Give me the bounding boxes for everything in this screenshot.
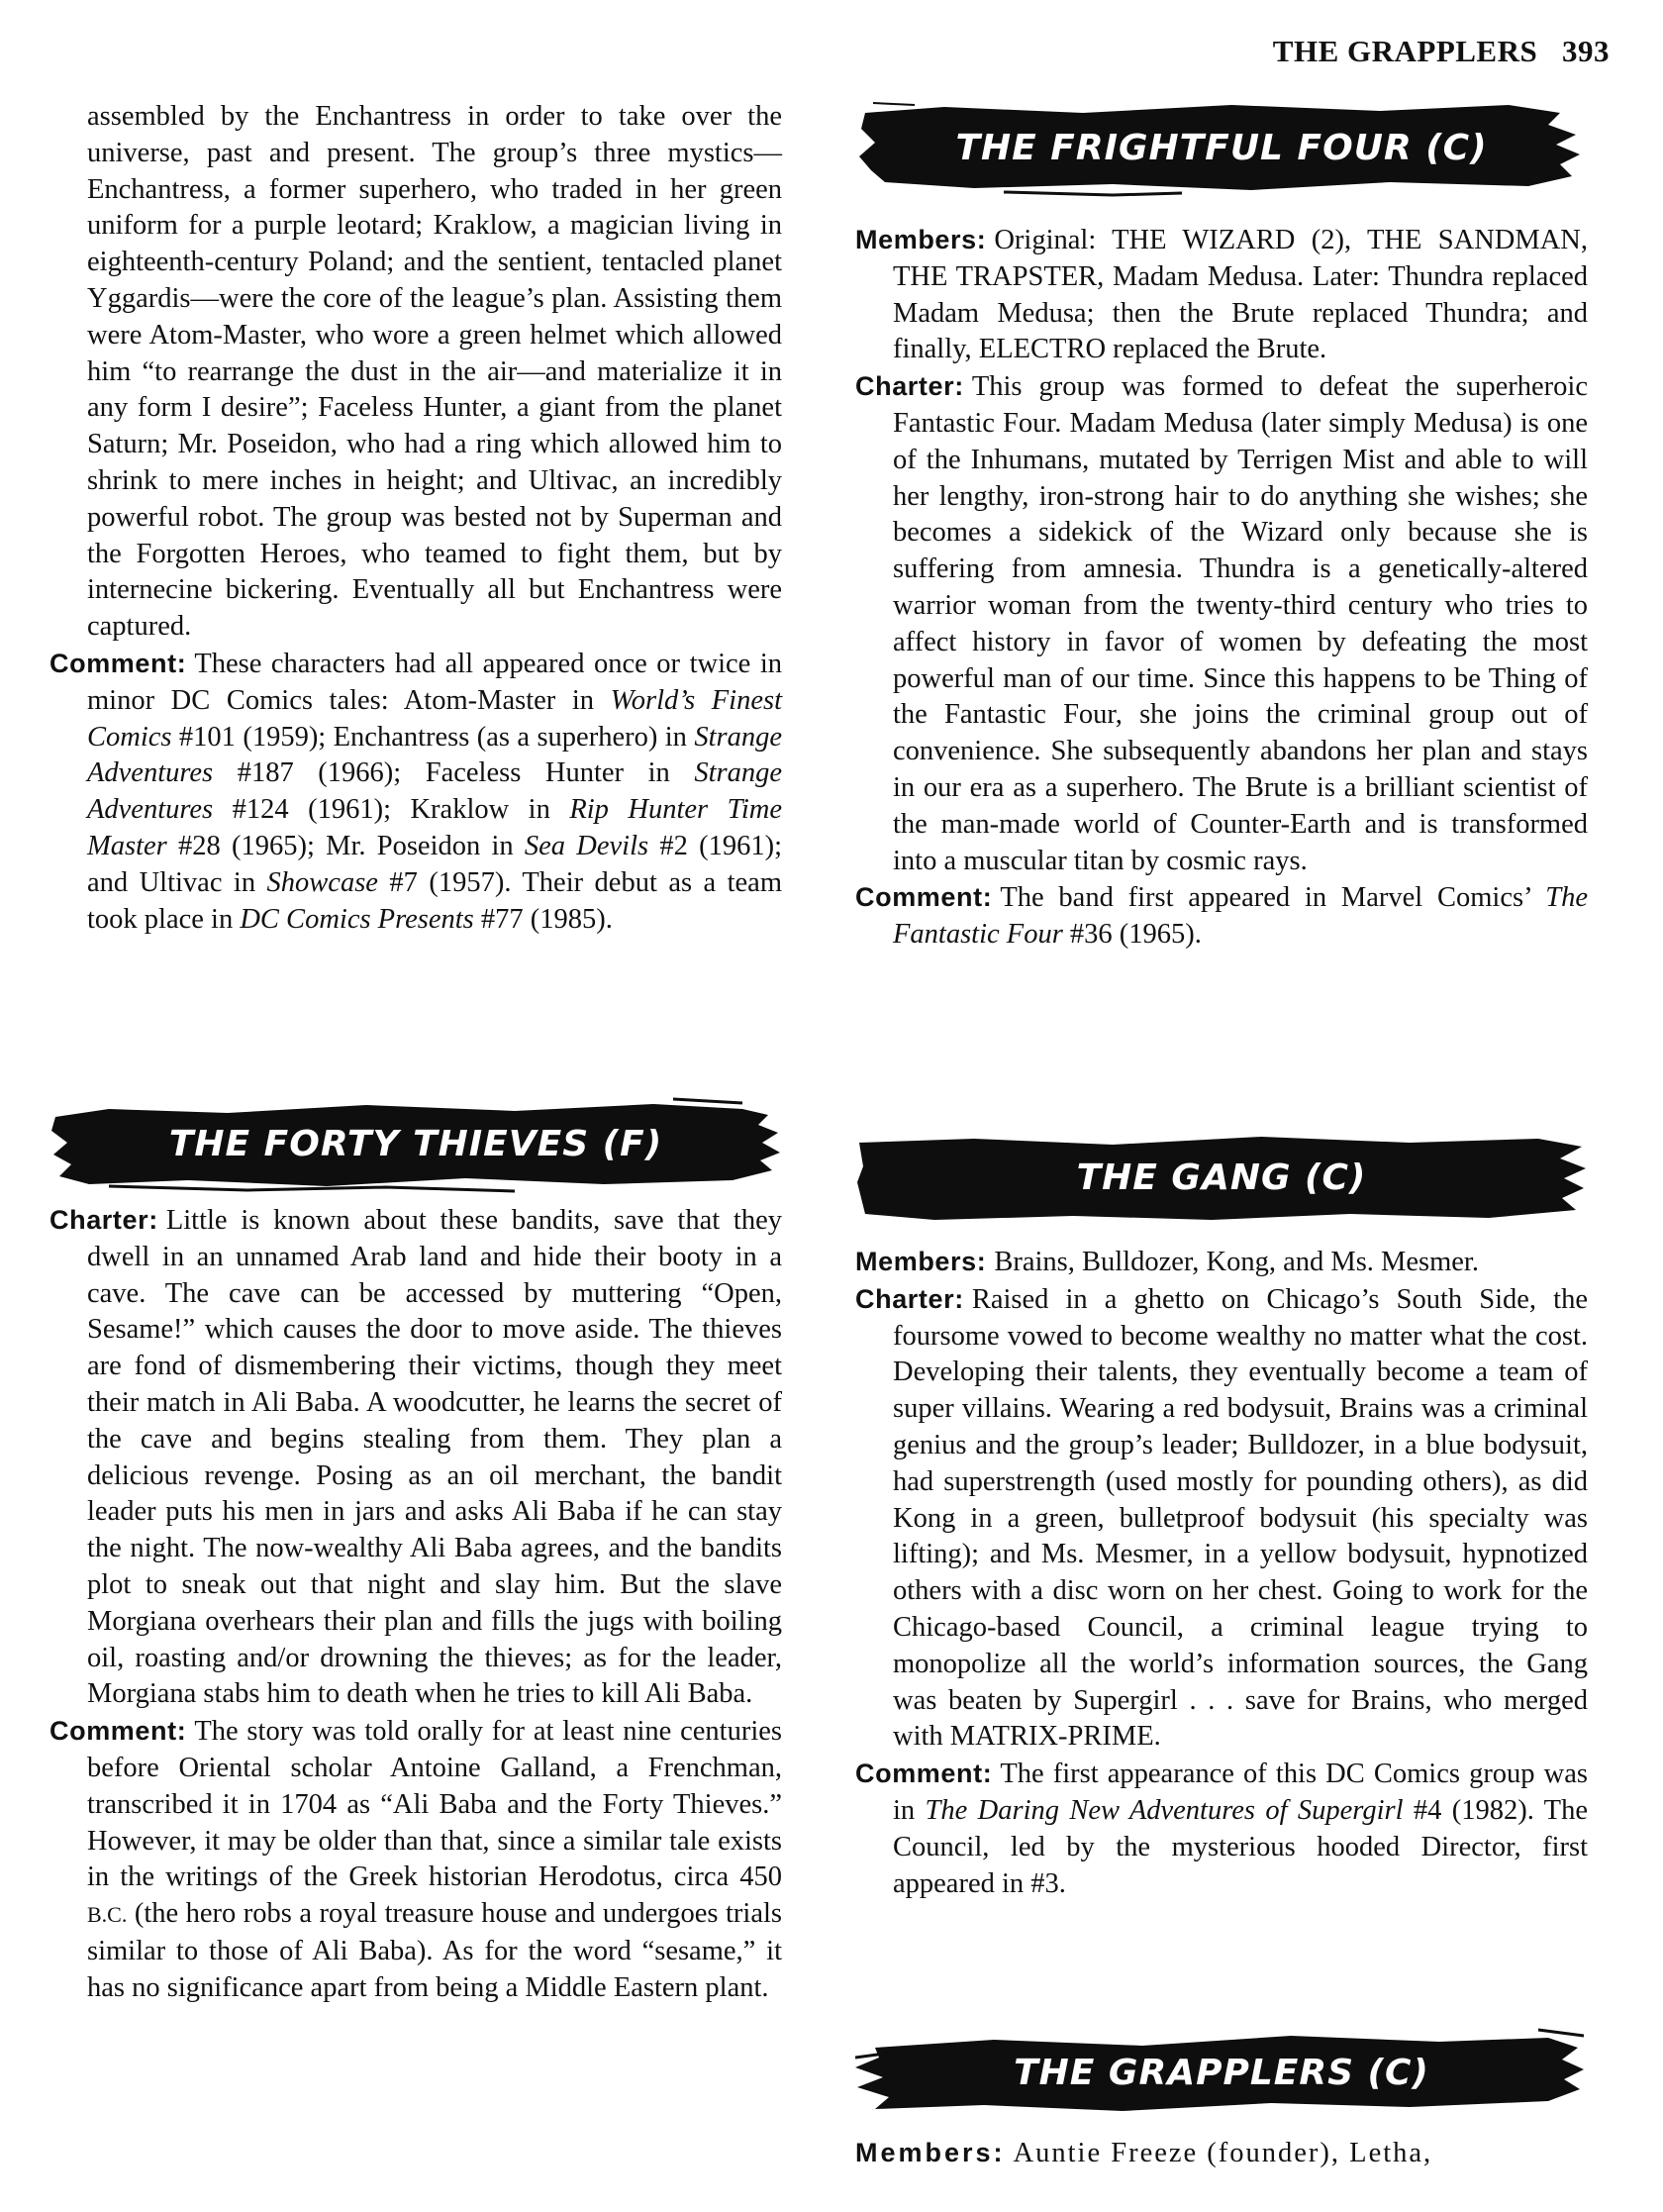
comment-label: Comment: (49, 648, 187, 678)
comment-label: Comment: (855, 1759, 993, 1789)
entry-the-gang (855, 1244, 1588, 1902)
members-label: Members: (855, 2138, 1006, 2167)
charter-paragraph: Charter: Little is known about these bandits, save that they dwell in an unnamed Arab land and hide their booty in a cave. The cave can be accessed by muttering “Open, Sesame!” which causes the door to move aside. The thieves are fond of dismembering their victims, though they meet their match in Ali Baba. A woodcutter, he learns the secret of the cave and begins stealing from them. They plan a delicious revenge. Posing as an oil merchant, the bandit leader puts his men in jars and asks Ali Baba if he can stay the night. The now-wealthy Ali Baba agrees, and the bandits plot to sneak out that night and slay him. But the slave Morgiana overhears their plan and fills the jugs with boiling oil, roasting and/or drowning the thieves; as for the leader, Morgiana stabs him to death when he tries to kill Ali Baba. (49, 1205, 782, 1710)
section-title-frightful-four: THE FRIGHTFUL FOUR (C) (955, 127, 1488, 168)
page-number: 393 (1562, 34, 1610, 68)
comment-paragraph: Comment: These characters had all appeared once or twice in minor DC Comics tales: Atom-Master in World’s Finest Comics #101 (1959); Enchantress (as a superhero) in Strange Adventures #187 (1966); Faceless Hunter in Strange Adventures #124 (1961); Kraklow in Rip Hunter Time Master #28 (1965); Mr. Poseidon in Sea Devils #2 (1961); and Ultivac in Showcase #7 (1957). Their debut as a team took place in DC Comics Presents #77 (1985). (49, 648, 782, 935)
members-paragraph: Members: Brains, Bulldozer, Kong, and Ms. Mesmer. (855, 1247, 1479, 1277)
running-head (1273, 34, 1610, 69)
charter-label: Charter: (49, 1205, 158, 1235)
comment-label: Comment: (49, 1716, 187, 1747)
comment-paragraph: Comment: The story was told orally for at least nine centuries before Oriental scholar Antoine Galland, a Frenchman, transcribed it in 1704 as “Ali Baba and the Forty Thieves.” However, it may be older than that, since a similar tale exists in the writings of the Greek historian Herodotus, circa 450 B.C. (the hero robs a royal treasure house and undergoes trials similar to those of Ali Baba). As for the word “sesame,” it has no significance apart from being a Middle Eastern plant. (49, 1716, 782, 2003)
members-label: Members: (855, 1247, 987, 1276)
entry-grapplers (855, 2135, 1588, 2172)
members-label: Members: (855, 225, 987, 254)
section-banner-frightful-four (855, 99, 1588, 198)
comment-label: Comment: (855, 882, 993, 913)
charter-paragraph: Charter: Raised in a ghetto on Chicago’s South Side, the foursome vowed to become wealthy no matter what the cost. Developing their talents, they eventually become a team of super villains. Wearing a red bodysuit, Brains was a criminal genius and the group’s leader; Bulldozer, in a blue bodysuit, had superstrength (used mostly for pounding others), as did Kong in a green, bulletproof bodysuit (his specialty was lifting); and Ms. Mesmer, in a yellow bodysuit, hypnotized others with a disc worn on her chest. Going to work for the Chicago-based Council, a criminal league trying to monopolize all the world’s information sources, the Gang was beaten by Supergirl . . . save for Brains, who merged with MATRIX-PRIME. (855, 1283, 1588, 1753)
comment-paragraph: Comment: The band first appeared in Marvel Comics’ The Fantastic Four #36 (1965). (855, 882, 1588, 951)
section-title-forty-thieves: THE FORTY THIEVES (F) (168, 1123, 663, 1164)
charter-label: Charter: (855, 1283, 964, 1314)
entry-forty-thieves (49, 1202, 782, 2007)
section-banner-forty-thieves (49, 1095, 782, 1194)
section-banner-grapplers (855, 2024, 1588, 2123)
continued-paragraph: assembled by the Enchantress in order to take over the universe, past and present. The group’s three mystics—Enchantress, a former superhero, who traded in her green uniform for a purple leotard; Kraklow, a magician living in eighteenth-century Poland; and the sentient, tentacled planet Yggardis—were the core of the league’s plan. Assisting them were Atom-Master, who wore a green helmet which allowed him “to rearrange the dust in the air—and materialize it in any form I desire”; Faceless Hunter, a giant from the planet Saturn; Mr. Poseidon, who had a ring which allowed him to shrink to mere inches in height; and Ultivac, an incredibly powerful robot. The group was bested not by Superman and the Forgotten Heroes, who teamed to fight them, but by internecine bickering. Eventually all but Enchantress were captured. (87, 101, 782, 643)
charter-paragraph: Charter: This group was formed to defeat the superheroic Fantastic Four. Madam Medusa (later simply Medusa) is one of the Inhumans, mutated by Terrigen Mist and able to will her lengthy, iron-strong hair to do anything she wishes; she becomes a sidekick of the Wizard only because she is suffering from amnesia. Thundra is a genetically-altered warrior woman from the twenty-third century who tries to affect history in favor of women by defeating the most powerful man of our time. Since this happens to be Thing of the Fantastic Four, she joins the criminal group out of convenience. She subsequently abandons her plan and stays in our era as a superhero. The Brute is a brilliant scientist of the man-made world of Counter-Earth and is transformed into a muscular titan by cosmic rays. (855, 371, 1588, 876)
section-title-grapplers: THE GRAPPLERS (C) (1014, 2052, 1429, 2093)
comment-paragraph: Comment: The first appearance of this DC Comics group was in The Daring New Adventures of Supergirl #4 (1982). The Council, led by the mysterious hooded Director, first appeared in #3. (855, 1759, 1588, 1899)
charter-label: Charter: (855, 371, 964, 402)
members-paragraph: Members: Auntie Freeze (founder), Letha, (855, 2138, 1433, 2168)
members-paragraph: Members: Original: THE WIZARD (2), THE SANDMAN, THE TRAPSTER, Madam Medusa. Later: Thundra replaced Madam Medusa; then the Brute replaced Thundra; and finally, ELECTRO replaced the Brute. (855, 225, 1588, 365)
section-banner-the-gang (855, 1129, 1588, 1228)
section-title-the-gang: THE GANG (C) (1076, 1156, 1367, 1198)
running-head-title: THE GRAPPLERS (1272, 34, 1538, 68)
entry-frightful-four (855, 222, 1588, 954)
previous-entry-continuation (49, 99, 782, 938)
